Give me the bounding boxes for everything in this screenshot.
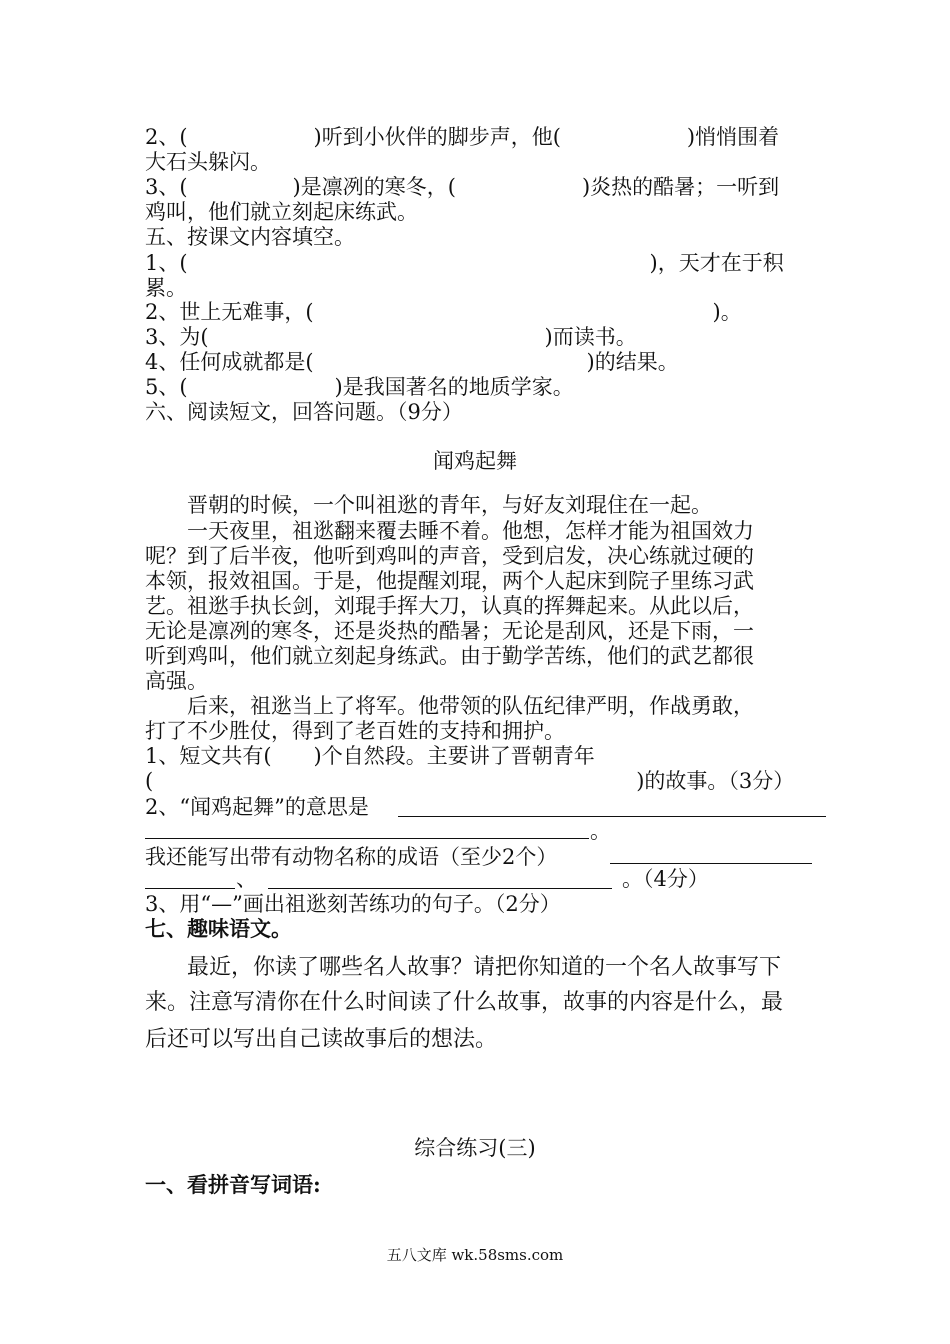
text-line: 鸡叫，他们就立刻起床练武。 <box>145 200 418 224</box>
fill-blank-line: 1、( )，天才在于积 <box>145 251 784 275</box>
period-mark: 。 <box>590 819 611 843</box>
fill-blank-line: 4、任何成就都是( )的结果。 <box>145 350 679 374</box>
footer-watermark: 五八文库 wk.58sms.com <box>386 1246 564 1264</box>
idiom-prompt: 我还能写出带有动物名称的成语（至少2个） <box>145 845 558 869</box>
fill-blank-line: 5、( )是我国著名的地质学家。 <box>145 375 574 399</box>
text-line: 累。 <box>145 276 187 300</box>
answer-underline <box>145 888 235 889</box>
answer-underline <box>398 816 826 817</box>
paragraph-line: 一天夜里，祖逖翻来覆去睡不着。他想，怎样才能为祖国效力 <box>187 519 754 543</box>
question-1-blank: ( )的故事。（3分） <box>145 769 795 793</box>
section-heading-5: 五、按课文内容填空。 <box>145 225 355 249</box>
question-2: 2、“闻鸡起舞”的意思是 <box>145 795 369 819</box>
paragraph-line: 无论是凛冽的寒冬，还是炎热的酷暑；无论是刮风，还是下雨，一 <box>145 619 754 643</box>
fill-blank-line: 2、( )听到小伙伴的脚步声，他( )悄悄围着 <box>145 125 780 149</box>
story-title: 闻鸡起舞 <box>433 449 517 473</box>
paragraph-line: 呢？到了后半夜，他听到鸡叫的声音，受到启发，决心练就过硬的 <box>145 544 754 568</box>
paragraph-line: 听到鸡叫，他们就立刻起身练武。由于勤学苦练，他们的武艺都很 <box>145 644 754 668</box>
fill-blank-line: 3、为( )而读书。 <box>145 325 637 349</box>
paragraph-line: 后还可以写出自己读故事后的想法。 <box>145 1027 498 1052</box>
separator-mark: 、 <box>236 867 257 891</box>
section-heading-6: 六、阅读短文，回答问题。（9分） <box>145 400 463 424</box>
paragraph-line: 最近，你读了哪些名人故事？请把你知道的一个名人故事写下 <box>187 955 782 980</box>
section-heading-7: 七、趣味语文。 <box>145 916 292 941</box>
exercise-title: 综合练习(三) <box>414 1136 536 1160</box>
paragraph-line: 晋朝的时候，一个叫祖逖的青年，与好友刘琨住在一起。 <box>187 493 712 517</box>
paragraph-line: 后来，祖逖当上了将军。他带领的队伍纪律严明，作战勇敢， <box>187 694 754 718</box>
answer-underline <box>610 863 812 864</box>
text-line: 大石头躲闪。 <box>145 150 271 174</box>
fill-blank-line: 3、( )是凛冽的寒冬，( )炎热的酷暑；一听到 <box>145 175 780 199</box>
paragraph-line: 高强。 <box>145 669 208 693</box>
question-1: 1、短文共有( )个自然段。主要讲了晋朝青年 <box>145 744 595 768</box>
paragraph-line: 本领，报效祖国。于是，他提醒刘琨，两个人起床到院子里练习武 <box>145 569 754 593</box>
question-3: 3、用“—”画出祖逖刻苦练功的句子。（2分） <box>145 892 561 916</box>
score-note: 。（4分） <box>622 867 709 891</box>
paragraph-line: 艺。祖逖手执长剑，刘琨手挥大刀，认真的挥舞起来。从此以后， <box>145 594 754 618</box>
paragraph-line: 打了不少胜仗，得到了老百姓的支持和拥护。 <box>145 719 565 743</box>
answer-underline <box>145 838 589 839</box>
fill-blank-line: 2、世上无难事，( )。 <box>145 300 742 324</box>
answer-underline <box>268 888 612 889</box>
section-heading-1: 一、看拼音写词语: <box>145 1172 321 1197</box>
paragraph-line: 来。注意写清你在什么时间读了什么故事，故事的内容是什么，最 <box>145 990 784 1015</box>
